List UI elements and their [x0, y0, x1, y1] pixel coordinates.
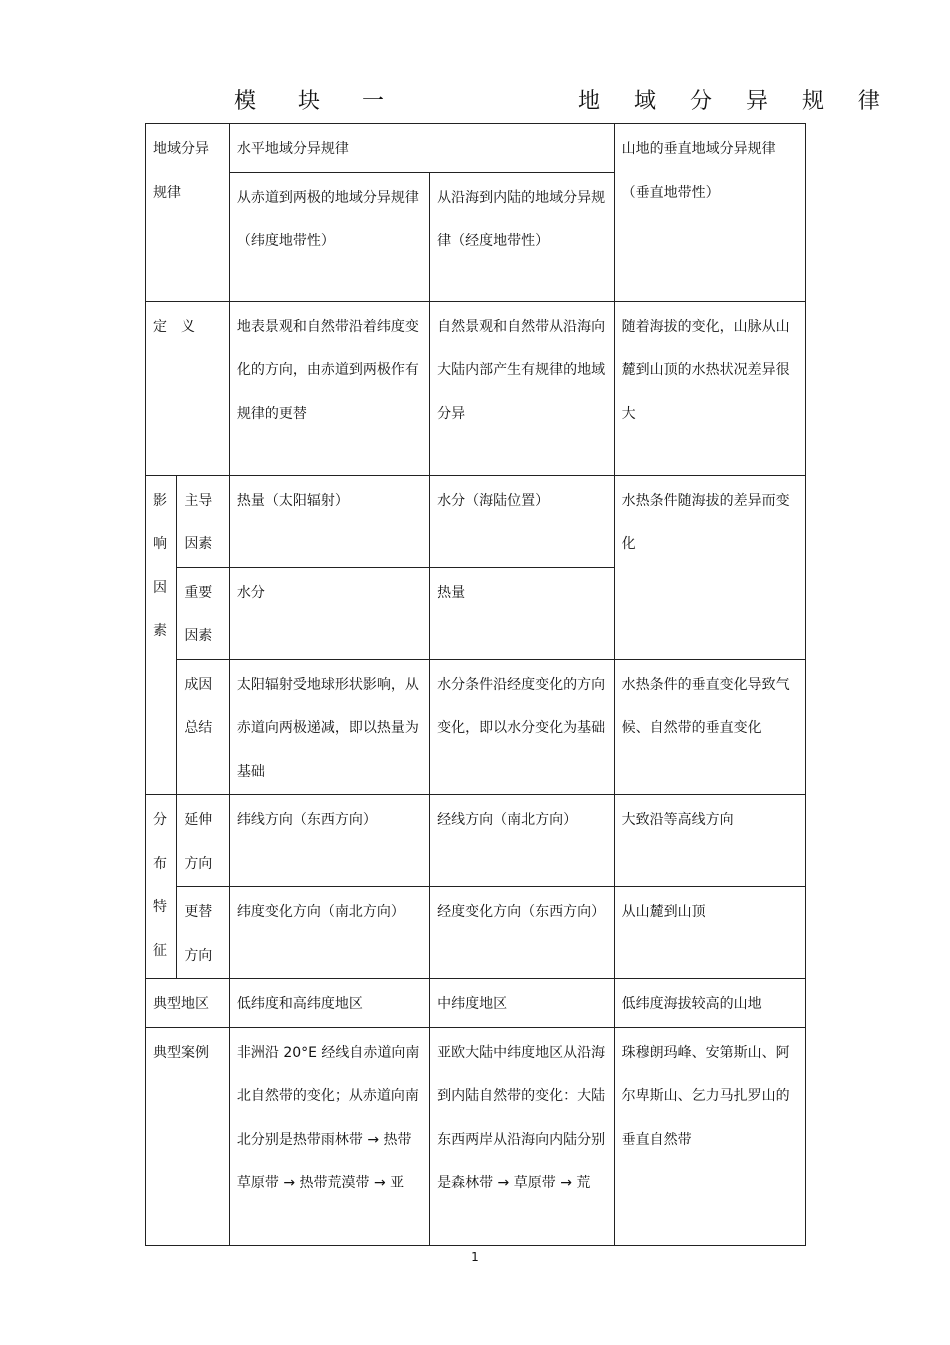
page-number: 1 [471, 1250, 479, 1264]
typical-case-label: 典型案例 [146, 1027, 230, 1245]
title-char: 域 [633, 89, 656, 114]
extend-lon: 经线方向（南北方向） [430, 795, 615, 887]
extend-label: 延伸方向 [177, 795, 230, 887]
summary-vert: 水热条件的垂直变化导致气候、自然带的垂直变化 [614, 659, 805, 795]
title-char: 一 [361, 89, 384, 114]
distribution-group-label: 分布特征 [146, 795, 177, 979]
title-char: 地 [578, 89, 601, 114]
definition-vert: 随着海拔的变化，山脉从山麓到山顶的水热状况差异很大 [614, 301, 805, 475]
definition-lon: 自然景观和自然带从沿海向大陆内部产生有规律的地域分异 [430, 301, 615, 475]
title-char: 律 [857, 89, 880, 114]
table-row [146, 979, 806, 1028]
main-factor-lon: 水分（海陆位置） [430, 475, 615, 567]
factors-vert: 水热条件随海拔的差异而变化 [614, 475, 805, 659]
summary-lon: 水分条件沿经度变化的方向变化，即以水分变化为基础 [430, 659, 615, 795]
title-char: 块 [297, 89, 320, 114]
extend-lat: 纬线方向（东西方向） [229, 795, 429, 887]
header-vertical-cell: 山地的垂直地域分异规律（垂直地带性） [614, 124, 805, 302]
table-row [146, 1027, 806, 1245]
header-horizontal-cell: 水平地域分异规律 [229, 124, 614, 173]
typical-area-lon: 中纬度地区 [430, 979, 615, 1028]
header-rule-cell: 地域分异规律 [146, 124, 230, 302]
extend-vert: 大致沿等高线方向 [614, 795, 805, 887]
typical-area-lat: 低纬度和高纬度地区 [229, 979, 429, 1028]
important-factor-label: 重要因素 [177, 567, 230, 659]
header-latitudinal-cell: 从赤道到两极的地域分异规律（纬度地带性） [229, 172, 429, 301]
title-char: 异 [745, 89, 768, 114]
important-factor-lon: 热量 [430, 567, 615, 659]
alternate-lon: 经度变化方向（东西方向） [430, 887, 615, 979]
title-right [578, 84, 880, 115]
summary-lat: 太阳辐射受地球形状影响，从赤道向两极递减，即以热量为基础 [229, 659, 429, 795]
title-left [234, 84, 384, 115]
typical-case-lon: 亚欧大陆中纬度地区从沿海到内陆自然带的变化：大陆东西两岸从沿海向内陆分别是森林带 → 草原带 → 荒 [430, 1027, 615, 1245]
typical-area-label: 典型地区 [146, 979, 230, 1028]
title-char: 规 [801, 89, 824, 114]
factors-group-label: 影响因素 [146, 475, 177, 795]
alternate-vert: 从山麓到山顶 [614, 887, 805, 979]
table-row [146, 659, 806, 795]
main-factor-lat: 热量（太阳辐射） [229, 475, 429, 567]
definition-label: 定义 [146, 301, 230, 475]
summary-label: 成因总结 [177, 659, 230, 795]
geo-differentiation-table [145, 123, 806, 1246]
definition-lat: 地表景观和自然带沿着纬度变化的方向，由赤道到两极作有规律的更替 [229, 301, 429, 475]
alternate-lat: 纬度变化方向（南北方向） [229, 887, 429, 979]
alternate-label: 更替方向 [177, 887, 230, 979]
table-row [146, 887, 806, 979]
typical-case-vert: 珠穆朗玛峰、安第斯山、阿尔卑斯山、乞力马扎罗山的垂直自然带 [614, 1027, 805, 1245]
table-row [146, 795, 806, 887]
typical-area-vert: 低纬度海拔较高的山地 [614, 979, 805, 1028]
table-row [146, 301, 806, 475]
title-char: 模 [234, 89, 257, 114]
important-factor-lat: 水分 [229, 567, 429, 659]
table-row [146, 475, 806, 567]
typical-case-lat: 非洲沿 20°E 经线自赤道向南北自然带的变化；从赤道向南北分别是热带雨林带 → 热带草原带 → 热带荒漠带 → 亚 [229, 1027, 429, 1245]
table-row [146, 124, 806, 173]
header-longitudinal-cell: 从沿海到内陆的地域分异规律（经度地带性） [430, 172, 615, 301]
title-char: 分 [689, 89, 712, 114]
main-factor-label: 主导因素 [177, 475, 230, 567]
